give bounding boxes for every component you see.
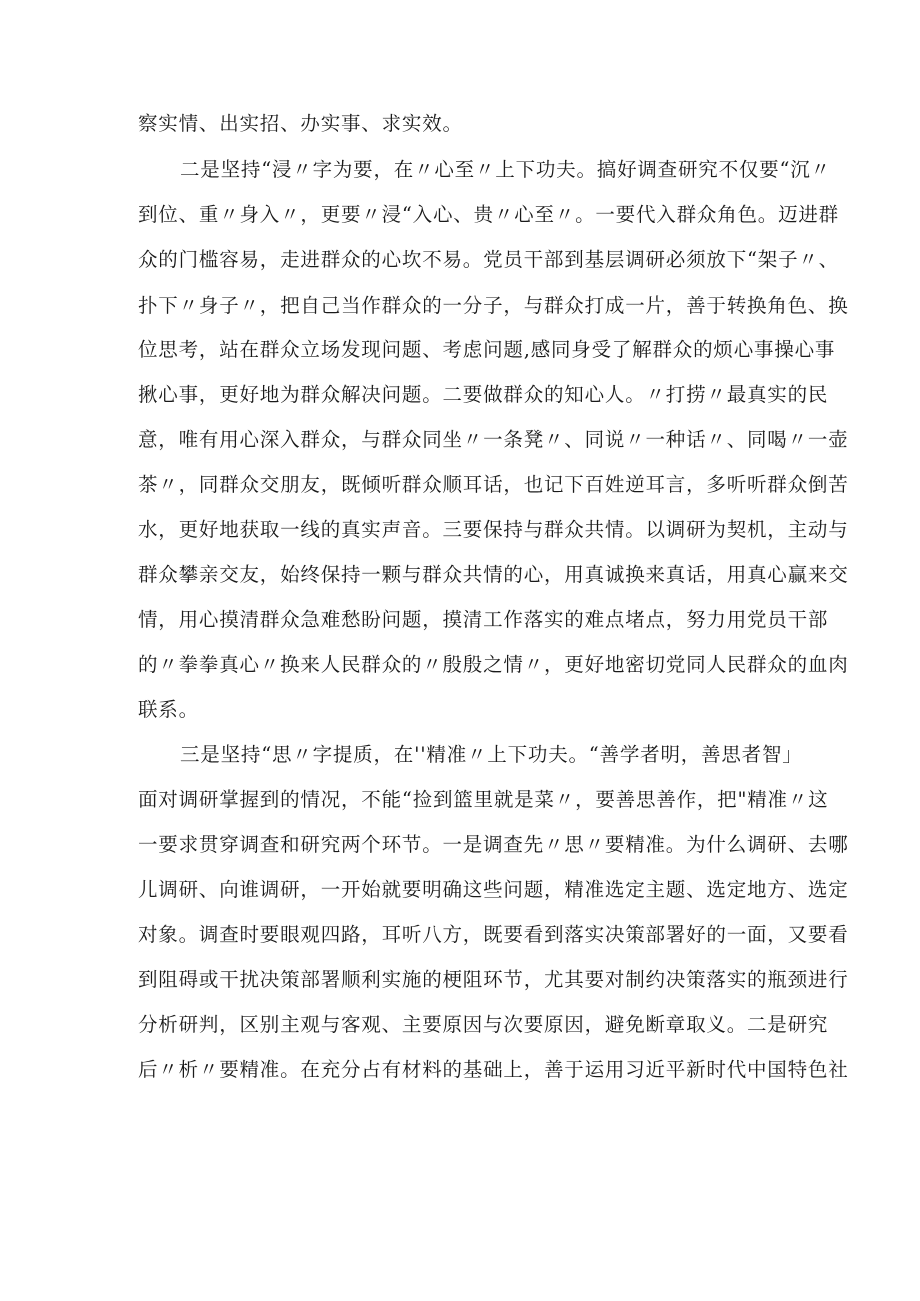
text-line: 对象。调查时要眼观四路，耳听八方，既要看到落实决策部署好的一面，又要看	[138, 923, 849, 946]
text-line: 联系。	[138, 698, 199, 721]
text-line: 后〃析〃要精准。在充分占有材料的基础上，善于运用习近平新时代中国特色社	[138, 1058, 849, 1081]
text-line: 情，用心摸清群众急难愁盼问题，摸清工作落实的难点堵点，努力用党员干部	[138, 608, 829, 631]
text-line: 到位、重〃身入〃，更要〃浸“入心、贵〃心至〃。一要代入群众角色。迈进群	[138, 203, 839, 226]
text-line: 察实情、出实招、办实事、求实效。	[138, 112, 463, 135]
text-line: 三是坚持“思〃字提质，在''精准〃上下功夫。“善学者明，善思者智」	[180, 743, 803, 766]
text-line: 水，更好地获取一线的真实声音。三要保持与群众共情。以调研为契机，主动与	[138, 518, 849, 541]
text-line: 到阻碍或干扰决策部署顺利实施的梗阻环节，尤其要对制约决策落实的瓶颈进行	[138, 968, 849, 991]
text-line: 茶〃，同群众交朋友，既倾听群众顺耳话，也记下百姓逆耳言，多听听群众倒苦	[138, 473, 849, 496]
text-line: 分析研判，区别主观与客观、主要原因与次要原因，避免断章取义。二是研究	[138, 1013, 829, 1036]
text-line: 位思考，站在群众立场发现问题、考虑问题,感同身受了解群众的烦心事操心事	[138, 338, 836, 361]
text-line: 的〃拳拳真心〃换来人民群众的〃殷殷之情〃，更好地密切党同人民群众的血肉	[138, 653, 849, 676]
text-line: 一要求贯穿调查和研究两个环节。一是调查先〃思〃要精准。为什么调研、去哪	[138, 833, 849, 856]
text-line: 儿调研、向谁调研，一开始就要明确这些问题，精准选定主题、选定地方、选定	[138, 878, 849, 901]
text-line: 意，唯有用心深入群众，与群众同坐〃一条凳〃、同说〃一种话〃、同喝〃一壶	[138, 428, 849, 451]
text-line: 群众攀亲交友，始终保持一颗与群众共情的心，用真诚换来真话，用真心赢来交	[138, 563, 849, 586]
text-line: 二是坚持“浸〃字为要，在〃心至〃上下功夫。搞好调查研究不仅要“沉〃	[180, 158, 831, 181]
text-line: 众的门槛容易，走进群众的心坎不易。党员干部到基层调研必须放下“架子〃、	[138, 248, 839, 271]
text-line: 扑下〃身子〃，把自己当作群众的一分子，与群众打成一片，善于转换角色、换	[138, 294, 849, 317]
text-line: 面对调研掌握到的情况，不能“捡到篮里就是菜〃，要善思善作，把"精准〃这	[138, 788, 829, 811]
text-line: 揪心事，更好地为群众解决问题。二要做群众的知心人。〃打捞〃最真实的民	[138, 383, 829, 406]
